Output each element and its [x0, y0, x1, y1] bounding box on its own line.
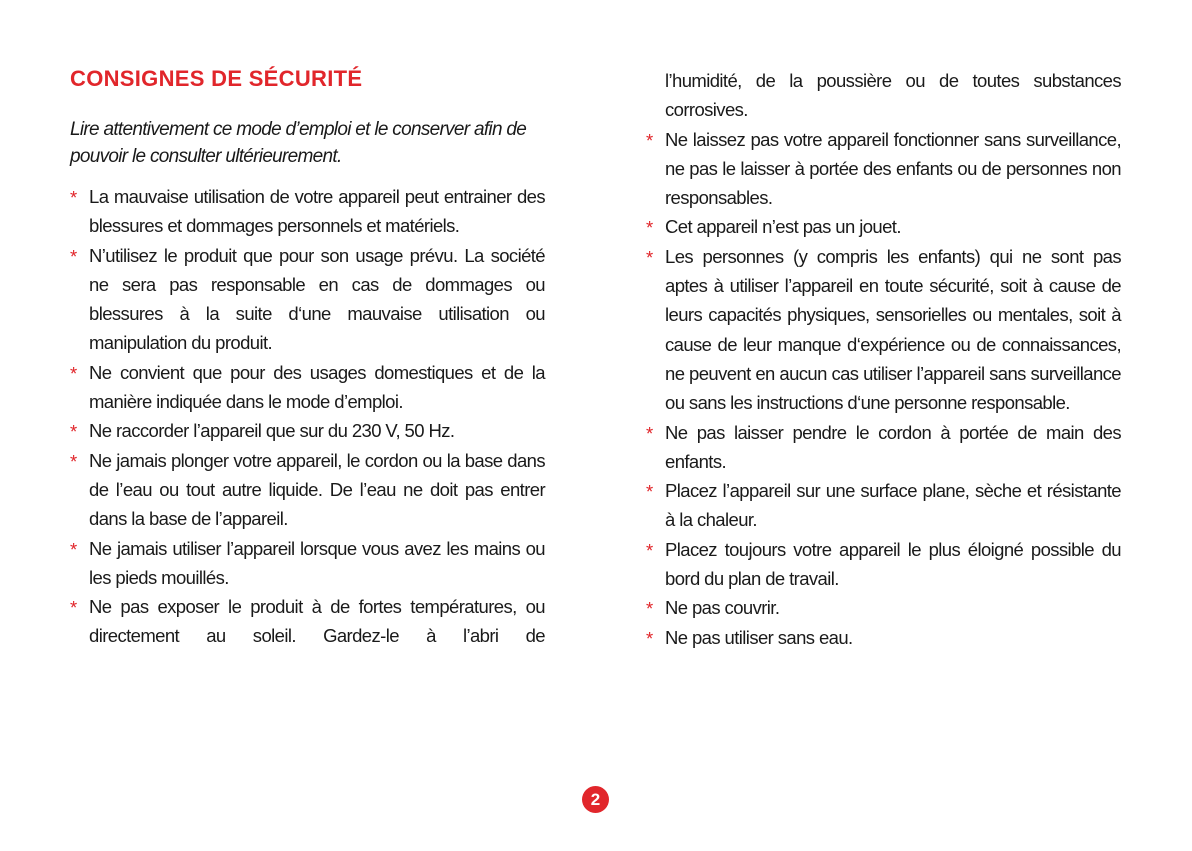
- item-text: Cet appareil n’est pas un jouet.: [665, 216, 901, 238]
- asterisk-icon: *: [70, 450, 77, 472]
- item-text: Les personnes (y compris les enfants) qui ne sont pas aptes à utiliser l’appareil en toute sécurité, soit à cause de leurs capacités physiques, sensorielles ou mentales, soit à cause de leur manque d‘expérience ou de connaissances, ne peuvent en aucun cas utiliser l’appareil sans surveillance ou sans les instructions d‘une personne responsable.: [665, 245, 1121, 414]
- asterisk-icon: *: [70, 597, 77, 619]
- item-text: l’humidité, de la poussière ou de toutes substances corrosives.: [665, 70, 1121, 121]
- list-item: [70, 534, 545, 593]
- item-text: Ne pas couvrir.: [665, 597, 780, 619]
- list-item: [646, 418, 1121, 477]
- list-item: [70, 416, 545, 445]
- asterisk-icon: *: [646, 129, 653, 151]
- list-item: [70, 358, 545, 417]
- asterisk-icon: *: [646, 539, 653, 561]
- list-item: [646, 242, 1121, 418]
- item-text: Ne jamais utiliser l’appareil lorsque vous avez les mains ou les pieds mouillés.: [89, 537, 545, 588]
- asterisk-icon: *: [646, 217, 653, 239]
- item-text: La mauvaise utilisation de votre appareil peut entrainer des blessures et dommages personnels et matériels.: [89, 186, 545, 237]
- item-text: Ne pas laisser pendre le cordon à portée de main des enfants.: [665, 421, 1121, 472]
- item-text: N’utilisez le produit que pour son usage prévu. La société ne sera pas responsable en cas de dommages ou blessures à la suite d‘une mauvaise utilisation ou manipulation du produit.: [89, 244, 545, 354]
- list-item: [646, 623, 1121, 652]
- item-text: Ne raccorder l’appareil que sur du 230 V, 50 Hz.: [89, 420, 455, 442]
- item-text: Ne jamais plonger votre appareil, le cordon ou la base dans de l’eau ou tout autre liquide. De l’eau ne doit pas entrer dans la base de l’appareil.: [89, 449, 545, 530]
- item-text: Ne convient que pour des usages domestiques et de la manière indiquée dans le mode d’emploi.: [89, 361, 545, 413]
- asterisk-icon: *: [70, 362, 77, 384]
- list-item-continuation: [646, 66, 1121, 125]
- list-item: [70, 241, 545, 358]
- asterisk-icon: *: [70, 187, 77, 208]
- intro-text: Lire attentivement ce mode d’emploi et le conserver afin de pouvoir le consulter ultérieurement.: [70, 119, 527, 167]
- asterisk-icon: *: [646, 246, 653, 268]
- list-item: [70, 592, 545, 651]
- asterisk-icon: *: [646, 481, 653, 503]
- safety-list-left: [70, 182, 545, 651]
- list-item: [646, 212, 1121, 241]
- list-item: [70, 182, 545, 241]
- list-item: [646, 593, 1121, 622]
- item-text: Placez l’appareil sur une surface plane, sèche et résistante à la chaleur.: [665, 480, 1121, 531]
- item-text: Ne laissez pas votre appareil fonctionner sans surveillance, ne pas le laisser à portée des enfants ou de personnes non responsables.: [665, 128, 1121, 209]
- page-title: CONSIGNES DE SÉCURITÉ: [70, 66, 363, 91]
- asterisk-icon: *: [70, 421, 77, 443]
- item-text: Ne pas utiliser sans eau.: [665, 626, 853, 648]
- list-item: [646, 125, 1121, 213]
- list-item: [70, 446, 545, 534]
- item-text: Ne pas exposer le produit à de fortes températures, ou directement au soleil. Gardez-le à l’abri de: [89, 596, 545, 647]
- item-text: Placez toujours votre appareil le plus éloigné possible du bord du plan de travail.: [665, 538, 1121, 590]
- safety-list-right: [646, 66, 1121, 652]
- list-item: [646, 535, 1121, 594]
- asterisk-icon: *: [646, 627, 653, 649]
- asterisk-icon: *: [646, 598, 653, 620]
- page-number-badge: 2: [582, 786, 609, 813]
- asterisk-icon: *: [70, 538, 77, 560]
- asterisk-icon: *: [70, 245, 77, 267]
- asterisk-icon: *: [646, 422, 653, 444]
- right-column: [646, 66, 1121, 652]
- left-column: [70, 64, 545, 651]
- list-item: [646, 476, 1121, 535]
